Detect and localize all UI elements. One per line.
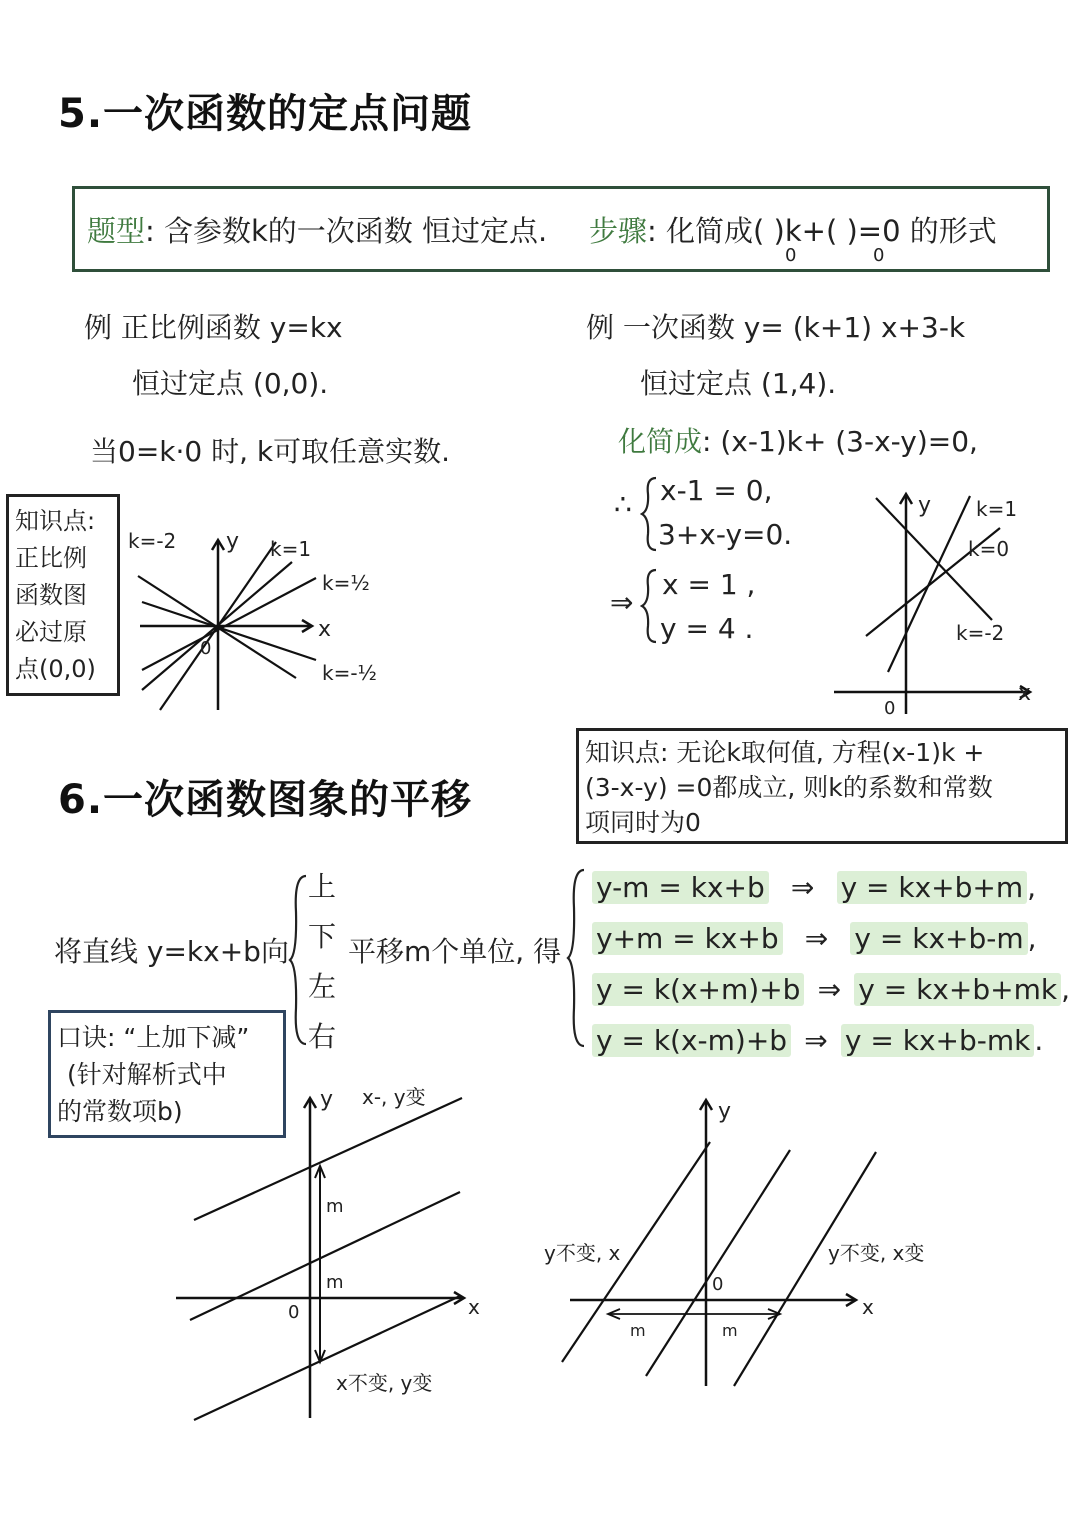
label-k-1: k=1 [976, 497, 1018, 521]
translation-rules [592, 862, 1070, 1066]
steps-text: : 化简成( )k+( )=0 的形式 [647, 214, 997, 248]
simplify-label: 化简成 [618, 425, 703, 458]
shift-label-m1: m [630, 1321, 646, 1340]
rule-rhs: y = kx+b+mk [854, 973, 1061, 1006]
solution-y: y = 4 . [660, 612, 754, 645]
rule-end: . [1034, 1024, 1044, 1057]
label-k-1: k=1 [270, 537, 312, 561]
shift-label-m2: m [722, 1321, 738, 1340]
proportional-graph [120, 520, 390, 720]
mnemonic-line2: (针对解析式中 [67, 1060, 227, 1089]
eq1: x-1 = 0, [660, 474, 773, 507]
question-type-box [72, 186, 1050, 272]
kp1-line: 函数图 [15, 581, 87, 609]
rule-lhs: y+m = kx+b [592, 922, 783, 955]
label-k-neg2: k=-2 [128, 529, 177, 553]
direction-up: 上 [308, 870, 337, 903]
section5-title: 5.一次函数的定点问题 [58, 91, 473, 137]
mnemonic-line3: 的常数项b) [57, 1097, 183, 1126]
eq2: 3+x-y=0. [658, 518, 793, 551]
rule-arrow: ⇒ [804, 1024, 828, 1057]
x-label: x [862, 1295, 874, 1319]
direction-right: 右 [308, 1020, 337, 1053]
rule-row [592, 1015, 1070, 1066]
line-shifted-down [194, 1296, 460, 1420]
origin-label: 0 [712, 1274, 724, 1295]
rule-end: , [1061, 973, 1070, 1006]
label-k-neg-half: k=-½ [322, 661, 377, 685]
direction-down: 下 [308, 920, 337, 953]
rule-end: , [1027, 871, 1037, 904]
zero-label-2: 0 [873, 245, 885, 266]
left-note: y不变, x [544, 1241, 621, 1265]
rule-row [592, 913, 1070, 964]
direction-left: 左 [308, 970, 337, 1003]
kp2-line1: 知识点: 无论k取何值, 方程(x-1)k + [585, 738, 985, 767]
x-label: x [1018, 681, 1032, 706]
line-k-half [142, 578, 316, 670]
knowledge-box-2 [576, 728, 1068, 844]
rule-arrow: ⇒ [790, 871, 815, 904]
ex1-line2: 恒过定点 (0,0). [132, 367, 329, 400]
rule-arrow: ⇒ [817, 973, 842, 1006]
origin-label: 0 [200, 638, 212, 659]
horizontal-translation-graph [540, 1090, 940, 1390]
question-type-line [87, 209, 547, 250]
steps-label: 步骤 [589, 214, 648, 248]
direction-brace [288, 872, 310, 1048]
kp1-line: 正比例 [15, 544, 87, 572]
kp1-line: 必过原 [15, 618, 87, 646]
shift-label-m2: m [326, 1272, 344, 1293]
system-brace-2 [640, 566, 660, 646]
line-original [190, 1192, 460, 1320]
top-note: x-, y变 [362, 1085, 426, 1109]
rule-arrow: ⇒ [804, 922, 829, 955]
y-label: y [918, 493, 932, 518]
mnemonic-line1: 口诀: “上加下减” [57, 1023, 250, 1052]
rules-brace [566, 866, 588, 1050]
y-label: y [226, 529, 240, 554]
simplify-text: : (x-1)k+ (3-x-y)=0, [702, 425, 978, 458]
knowledge-box-1-text [15, 503, 96, 688]
line-shifted-right [734, 1152, 876, 1386]
shift-label-m1: m [326, 1196, 344, 1217]
knowledge-box-1 [6, 494, 120, 696]
implies-symbol: ⇒ [610, 586, 634, 619]
rule-end: , [1027, 922, 1037, 955]
ex1-line1: 例 正比例函数 y=kx [84, 311, 343, 344]
rule-row [592, 964, 1070, 1015]
kp1-line: 点(0,0) [15, 655, 96, 683]
therefore-symbol: ∴ [614, 488, 632, 521]
system-brace-1 [640, 474, 660, 554]
y-label: y [320, 1087, 334, 1112]
right-note: y不变, x变 [828, 1241, 925, 1265]
translation-lead: 将直线 y=kx+b向 [54, 935, 289, 968]
x-label: x [318, 617, 332, 642]
line-original [646, 1150, 790, 1376]
zero-label-1: 0 [785, 245, 797, 266]
rule-lhs: y = k(x-m)+b [592, 1024, 791, 1057]
fixed-point-graph [830, 486, 1070, 718]
rule-lhs: y = k(x+m)+b [592, 973, 804, 1006]
kp2-line2: (3-x-y) =0都成立, 则k的系数和常数 [585, 773, 993, 802]
x-label: x [468, 1295, 480, 1319]
rule-row [592, 862, 1070, 913]
rule-rhs: y = kx+b-m [850, 922, 1027, 955]
type-label: 题型 [87, 214, 146, 248]
type-text: : 含参数k的一次函数 恒过定点. [145, 214, 548, 248]
label-k-half: k=½ [322, 571, 370, 595]
rule-rhs: y = kx+b-mk [841, 1024, 1034, 1057]
rule-rhs: y = kx+b+m [837, 871, 1028, 904]
section6-title: 6.一次函数图象的平移 [58, 777, 473, 823]
vertical-translation-graph [170, 1080, 500, 1430]
origin-label: 0 [288, 1302, 300, 1323]
kp1-line: 知识点: [15, 507, 96, 535]
rule-lhs: y-m = kx+b [592, 871, 769, 904]
direction-list [308, 862, 336, 1062]
ex2-line2: 恒过定点 (1,4). [640, 367, 837, 400]
ex2-line3 [618, 420, 978, 460]
translation-mid: 平移m个单位, 得 [348, 935, 562, 968]
knowledge-box-2-text [585, 735, 993, 840]
origin-label: 0 [884, 698, 896, 718]
kp2-line3: 项同时为0 [585, 808, 701, 837]
y-label: y [718, 1099, 732, 1124]
bottom-note: x不变, y变 [336, 1371, 433, 1395]
label-k-neg2: k=-2 [956, 621, 1005, 645]
steps-line [589, 209, 997, 250]
solution-x: x = 1 , [662, 568, 756, 601]
ex1-line3: 当0=k·0 时, k可取任意实数. [90, 435, 451, 468]
label-k-0: k=0 [968, 537, 1010, 561]
ex2-line1: 例 一次函数 y= (k+1) x+3-k [586, 311, 966, 344]
